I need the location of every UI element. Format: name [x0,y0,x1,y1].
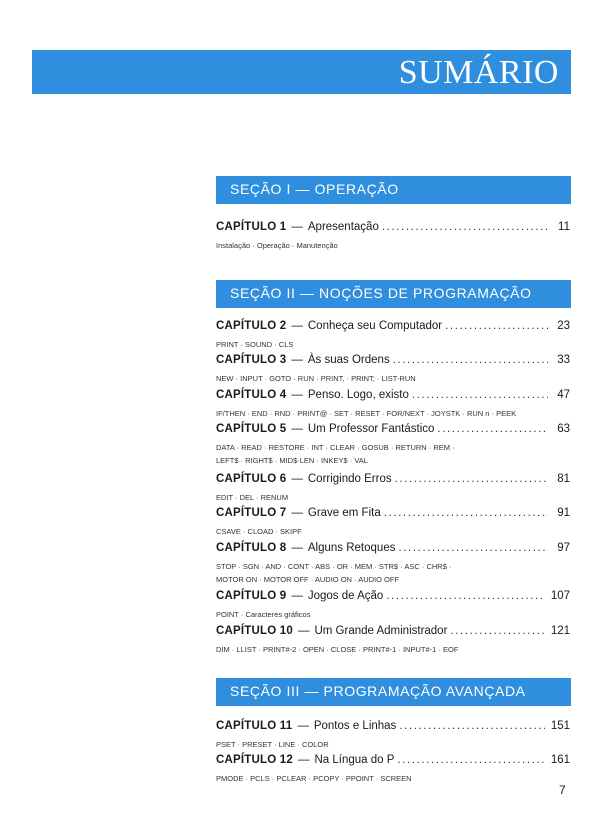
chapter-number: CAPÍTULO 7 [216,507,287,519]
chapter-entry-12: CAPÍTULO 12 — Na Língua do P ..... 161 PMODE · PCLS · PCLEAR · PCOPY · PPOINT · SCREEN [216,754,570,784]
leader-dots [437,423,548,435]
chapter-title: Penso. Logo, existo [307,389,409,401]
chapter-topics: DIM · LLIST · PRINT#-2 · OPEN · CLOSE · PRINT#-1 · INPUT#-1 · EOF [216,645,459,654]
chapter-topics: IF/THEN · END · RND · PRINT@ · SET · RESET · FOR/NEXT · JOYSTK · RUN n · PEEK [216,409,517,418]
chapter-topics: STOP · SGN · AND · CONT · ABS · OR · MEM · STR$ · ASC · CHR$ · [216,562,452,571]
section-label: SEÇÃO III — PROGRAMAÇÃO AVANÇADA [230,683,526,699]
chapter-entry-2: CAPÍTULO 2 — Conheça seu Computador ..... 23 PRINT · SOUND · CLS [216,320,570,350]
chapter-number: CAPÍTULO 11 [216,720,293,732]
chapter-number: CAPÍTULO 8 [216,542,287,554]
chapter-number: CAPÍTULO 2 [216,320,287,332]
leader-dots [398,542,548,554]
chapter-page: 151 [550,720,570,732]
chapter-title: Um Professor Fantástico [307,423,435,435]
chapter-topics: CSAVE · CLOAD · SKIPF [216,527,302,536]
section-label: SEÇÃO II — NOÇÕES DE PROGRAMAÇÃO [230,285,532,301]
chapter-page: 33 [557,354,570,366]
leader-dots [386,590,544,602]
chapter-topics: PRINT · SOUND · CLS [216,340,294,349]
chapter-page: 161 [550,754,570,766]
chapter-number: CAPÍTULO 9 [216,590,287,602]
leader-dots [384,507,548,519]
leader-dots [382,221,548,233]
chapter-entry-3: CAPÍTULO 3 — Às suas Ordens ..... 33 NEW · INPUT · GOTO · RUN · PRINT, · PRINT; · LIST-RUN [216,354,570,384]
leader-dots [412,389,548,401]
chapter-topics: MOTOR ON · MOTOR OFF · AUDIO ON · AUDIO OFF [216,575,400,584]
chapter-page: 23 [557,320,570,332]
chapter-page: 63 [557,423,570,435]
leader-dots [450,625,544,637]
chapter-page: 11 [558,221,570,233]
chapter-topics: Instalação · Operação · Manutenção [216,241,338,250]
chapter-topics: LEFT$ · RIGHT$ · MID$·LEN · INKEY$ · VAL [216,456,368,465]
leader-dots [445,320,548,332]
section-label: SEÇÃO I — OPERAÇÃO [230,181,399,197]
chapter-number: CAPÍTULO 1 [216,221,287,233]
chapter-number: CAPÍTULO 6 [216,473,287,485]
chapter-entry-4: CAPÍTULO 4 — Penso. Logo, existo ..... 47 IF/THEN · END · RND · PRINT@ · SET · RESET · FOR/NEXT · JOYSTK · RUN n · PEEK [216,389,570,419]
chapter-title: Jogos de Ação [307,590,384,602]
chapter-number: CAPÍTULO 5 [216,423,287,435]
chapter-title: Alguns Retoques [307,542,396,554]
chapter-entry-1: CAPÍTULO 1 — Apresentação ..... 11 Instalação · Operação · Manutenção [216,221,570,251]
chapter-page: 107 [550,590,570,602]
chapter-title: Conheça seu Computador [307,320,443,332]
chapter-entry-8: CAPÍTULO 8 — Alguns Retoques ..... 97 STOP · SGN · AND · CONT · ABS · OR · MEM · STR$ · ASC · CHR$ · MOTOR ON · MOTOR OFF · AUDIO ON · AUDIO OFF [216,542,570,585]
page-title: SUMÁRIO [398,54,559,91]
chapter-number: CAPÍTULO 3 [216,354,287,366]
chapter-entry-9: CAPÍTULO 9 — Jogos de Ação ..... 107 POINT · Caracteres gráficos [216,590,570,620]
chapter-number: CAPÍTULO 4 [216,389,287,401]
chapter-entry-11: CAPÍTULO 11 — Pontos e Linhas ..... 151 PSET · PRESET · LINE · COLOR [216,720,570,750]
chapter-title: Na Língua do P [314,754,395,766]
chapter-topics: POINT · Caracteres gráficos [216,610,311,619]
chapter-topics: NEW · INPUT · GOTO · RUN · PRINT, · PRINT; · LIST-RUN [216,374,416,383]
section-header-2 [216,280,571,308]
chapter-page: 121 [550,625,570,637]
chapter-entry-7: CAPÍTULO 7 — Grave em Fita ..... 91 CSAVE · CLOAD · SKIPF [216,507,570,537]
chapter-topics: DATA · READ · RESTORE · INT · CLEAR · GOSUB · RETURN · REM · [216,443,455,452]
leader-dots [399,720,545,732]
chapter-entry-10: CAPÍTULO 10 — Um Grande Administrador ..... 121 DIM · LLIST · PRINT#-2 · OPEN · CLOSE · PRINT#-1 · INPUT#-1 · EOF [216,625,570,655]
chapter-page: 47 [557,389,570,401]
title-banner [32,50,571,94]
leader-dots [395,473,548,485]
chapter-entry-5: CAPÍTULO 5 — Um Professor Fantástico ..... 63 DATA · READ · RESTORE · INT · CLEAR · GOSUB · RETURN · REM · LEFT$ · RIGHT$ · MID$·LEN · INKEY$ · VAL [216,423,570,466]
chapter-page: 81 [557,473,570,485]
chapter-topics: PSET · PRESET · LINE · COLOR [216,740,329,749]
chapter-title: Corrigindo Erros [307,473,392,485]
section-header-3 [216,678,571,706]
chapter-title: Pontos e Linhas [313,720,397,732]
section-header-1 [216,176,571,204]
chapter-title: Apresentação [307,221,379,233]
chapter-number: CAPÍTULO 10 [216,625,293,637]
chapter-page: 91 [557,507,570,519]
chapter-title: Um Grande Administrador [314,625,448,637]
chapter-title: Grave em Fita [307,507,381,519]
chapter-entry-6: CAPÍTULO 6 — Corrigindo Erros ..... 81 EDIT · DEL · RENUM [216,473,570,503]
page-number: 7 [559,783,566,797]
chapter-topics: EDIT · DEL · RENUM [216,493,289,502]
chapter-number: CAPÍTULO 12 [216,754,293,766]
chapter-topics: PMODE · PCLS · PCLEAR · PCOPY · PPOINT · SCREEN [216,774,412,783]
chapter-page: 97 [557,542,570,554]
chapter-title: Às suas Ordens [307,354,390,366]
leader-dots [397,754,544,766]
leader-dots [393,354,548,366]
